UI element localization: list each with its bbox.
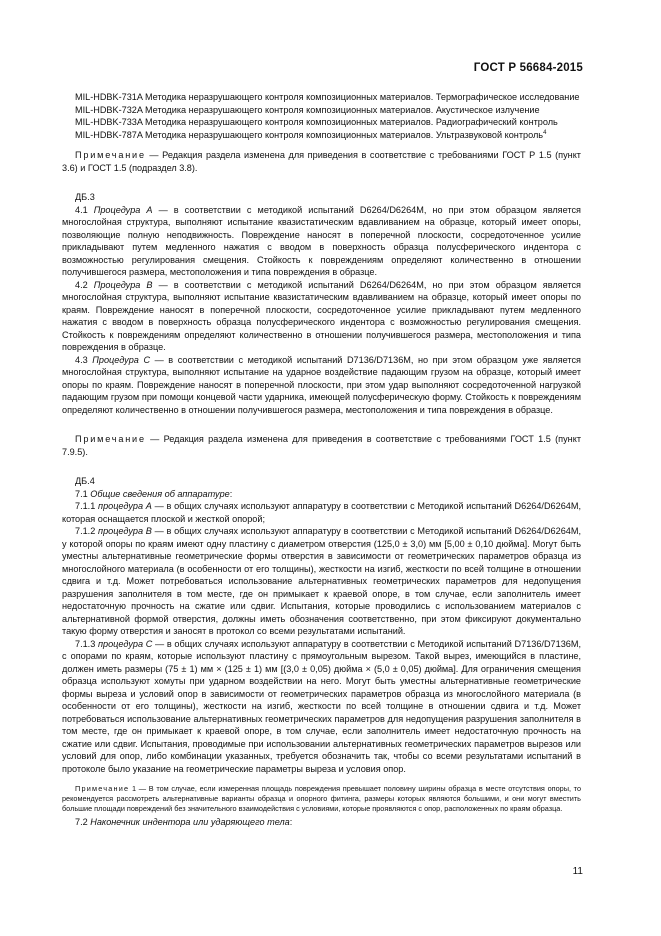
- reference-item: MIL-HDBK-732A Методика неразрушающего контроля композиционных материалов. Акустическое излучение: [75, 104, 540, 115]
- reference-item: MIL-HDBK-733A Методика неразрушающего контроля композиционных материалов. Радиографический контроль: [75, 117, 558, 127]
- note-paragraph: Примечание — Редакция раздела изменена для приведения в соответствие с требованиями ГОСТ 1.5 (пункт 7.9.5).: [62, 434, 581, 457]
- note-paragraph: Примечание — Редакция раздела изменена для приведения в соответствие с требованиями ГОСТ Р 1.5 (пункт 3.6) и ГОСТ 1.5 (подраздел 3.8).: [62, 150, 581, 173]
- page-content: [62, 91, 581, 829]
- clause-7-1-3: 7.1.3 процедура С — в общих случаях используют аппаратуру в соответствии с Методикой испытаний D7136/D7136M, с опорами по краям, которые используют пластину с прямоугольным вырезом. Такой вырез, имеющийся в пластине, должен иметь размеры (75 ± 1) мм × (125 ± 1) мм [(3,0 ± 0,05) дюйма × (5,0 ± 0,05) дюйма]. Для ограничения смещения образца используют хомуты при ударном воздействии на него. Могут быть уместны альтернативные геометрические формы выреза и условий опор в зависимости от геометрических параметров образца из многослойного материала (в особенности от его толщины), жесткости на изгиб, жесткости по всей толщине в отношении сдвига и т.д. Может потребоваться использование альтернативных геометрических параметров для недопущения разрушения заполнителя в том месте, где он примыкает к краевой опоре, в том случае, если заполнитель имеет недостаточную прочность на сжатие или сдвиг. Испытания, проводимые при использовании альтернативных геометрических параметров вырезов или условий для опор, либо комбинации указанных, требуется обозначить так, чтобы со всеми результатами испытаний в протоколе было указание на геометрические параметры выреза и условия опор.: [62, 638, 581, 774]
- reference-item: MIL-HDBK-787A Методика неразрушающего контроля композиционных материалов. Ультразвуковой контроль$^4$: [75, 129, 547, 140]
- section-heading: ДБ.4: [75, 476, 95, 486]
- clause-7-1-2: 7.1.2 процедура В — в общих случаях используют аппаратуру в соответствии с Методикой испытаний D6264/D6264M, у которой опоры по краям имеют одну пластину с диаметром отверстия (125,0 ± 3,0) мм [5,00 ± 0,10 дюйма]. Могут быть уместны альтернативные геометрические формы отверстия в зависимости от геометрических параметров образца из многослойного материала (в особенности от его толщины), жесткости на изгиб, жесткости по всей толщине в отношении сдвига и т.д. Может потребоваться использование альтернативных геометрических параметров для недопущения разрушения заполнителя в том месте, где он примыкает к краевой опоре, в том случае, если заполнитель имеет недостаточную прочность на сжатие или сдвиг. Испытания, которые проводились с использованием материалов с альтернативной формой отверстия, должны иметь обозначения соответственно, при этом фиксируют документально такую форму отверстия и заносят в протокол со всеми результатами испытаний.: [62, 526, 581, 636]
- clause-7-2: 7.2 Наконечник индентора или ударяющего тела:: [75, 817, 293, 827]
- note-small-paragraph: Примечание 1 — В том случае, если измеренная площадь повреждения превышает половину ширины образца в месте отсутствия опоры, то рекомендуется рассмотреть альтернативные варианты образца и опорного фитинга, размеры которых являются большими, и они могут вместить большие площади повреждений без значительного взаимодействия с условиями, которые проявляются с опор, расположенных по краям образца.: [62, 784, 582, 813]
- footnote-mark: 4: [543, 129, 547, 136]
- reference-item: MIL-HDBK-731A Методика неразрушающего контроля композиционных материалов. Термографическое исследование: [75, 92, 580, 102]
- page-number: 11: [572, 866, 583, 877]
- section-heading: ДБ.3: [75, 192, 95, 202]
- procedure-b-paragraph: 4.2 Процедура В — в соответствии с методикой испытаний D6264/D6264M, но при этом образцом является многослойная структура, выполняют испытание квазистатическим вдавливанием на образце, который имеет опоры по краям. Повреждение наносят в поперечной плоскости, сосредоточенное усилие прикладывают путем медленного нажатия с вводом в поверхность образца полусферического индентора с возможностью регулирования смещения. Стойкость к повреждениям определяют количественно в отношении получившегося размера, местоположения и типа повреждения в образце.: [62, 279, 581, 352]
- procedure-c-paragraph: 4.3 Процедура С — в соответствии с методикой испытаний D7136/D7136M, но при этом образцом уже является многослойная структура, выполняют испытание на ударное воздействие падающим грузом на образце, который имеет опоры по краям. Повреждение наносят в поперечной плоскости, при этом удар выполняют сосредоточенной нагрузкой падающим грузом при помощи концевой части ударника, имеющей полусферическую форму. Стойкость к повреждениям определяют количественно в отношении получившегося размера, местоположения и типа повреждения в образце.: [62, 354, 581, 415]
- clause-7-1: 7.1 Общие сведения об аппаратуре:: [75, 488, 233, 499]
- procedure-a-paragraph: 4.1 Процедура А — в соответствии с методикой испытаний D6264/D6264M, но при этом образцом является многослойная структура, выполняют испытание квазистатическим вдавливанием на образце, который имеет опоры, позволяющие полную неподвижность. Повреждение наносят в поперечной плоскости, сосредоточенное усилие прикладывают путем медленного нажатия с вводом в поверхность образца полусферического индентора с возможностью регулирования смещения. Стойкость к повреждениям определяют количественно в отношении получившегося размера, местоположения и типа повреждения в образце.: [62, 204, 581, 277]
- clause-7-1-1: 7.1.1 процедура А — в общих случаях используют аппаратуру в соответствии с Методикой испытаний D6264/D6264M, которая оснащается плоской и жесткой опорой;: [62, 501, 581, 524]
- document-header-id: ГОСТ Р 56684-2015: [473, 62, 583, 74]
